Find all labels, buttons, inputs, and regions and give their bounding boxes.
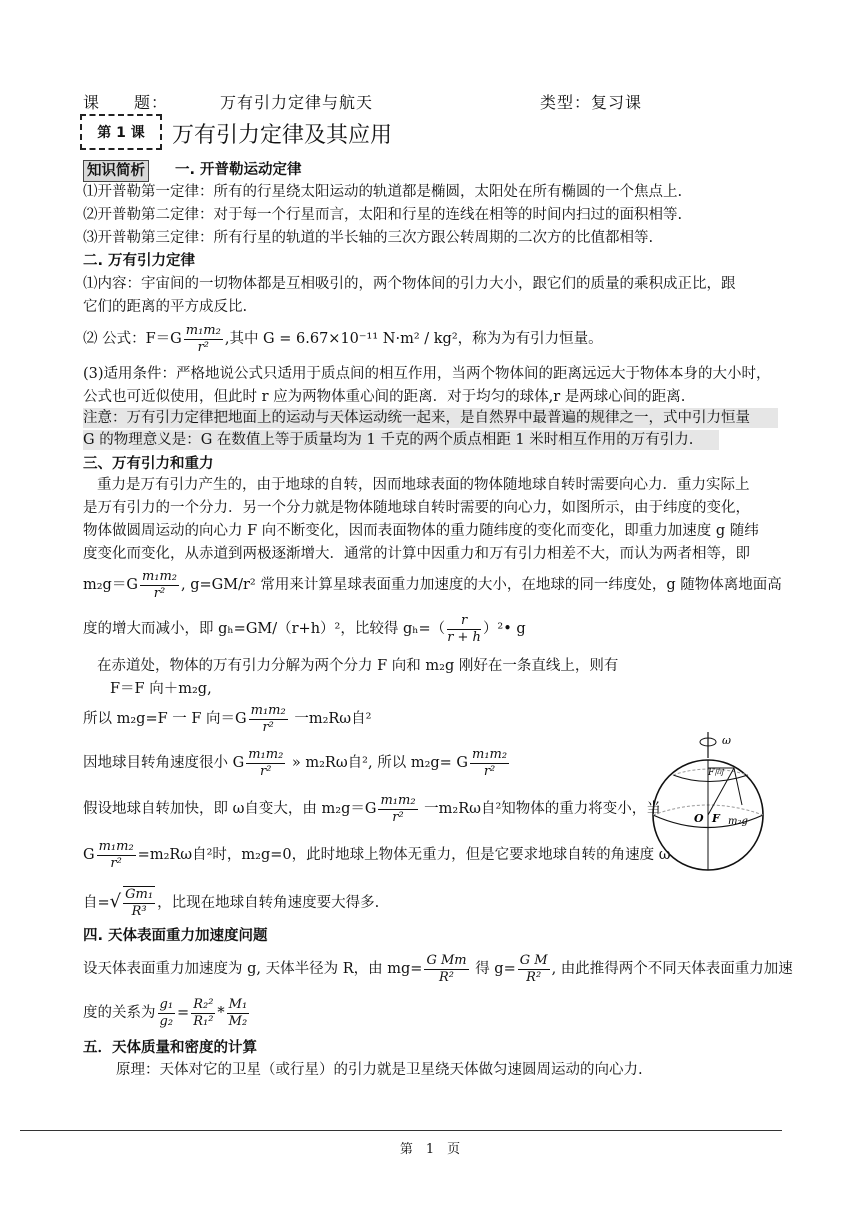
frac-num: m₁m₂ bbox=[141, 568, 178, 584]
s1-title: 一. 开普勒运动定律 bbox=[175, 162, 302, 178]
frac-den: r² bbox=[392, 809, 404, 825]
s2-formula-line bbox=[83, 322, 603, 356]
subject-label: 课 题： bbox=[83, 93, 169, 112]
s2-cond-a: (3)适用条件：严格地说公式只适用于质点间的相互作用，当两个物体间的距离远远大于物体本身的大小时， bbox=[83, 366, 771, 382]
s4-l1-pre: 设天体表面重力加速度为 g, 天体半径为 R，由 mg= bbox=[83, 961, 423, 977]
lesson-type: 类型：复习课 bbox=[540, 93, 643, 112]
frac-num: m₁m₂ bbox=[248, 746, 284, 762]
sqrt-icon: √ bbox=[109, 891, 122, 912]
figure-omega: ω bbox=[722, 734, 731, 747]
frac-num: m₁m₂ bbox=[185, 322, 221, 338]
frac-m1m2-r2 bbox=[470, 747, 509, 780]
frac-num: M₁ bbox=[228, 996, 248, 1012]
frac-den: M₂ bbox=[228, 1013, 248, 1029]
figure-o: O bbox=[694, 812, 704, 825]
s3-p7: 在赤道处，物体的万有引力分解为两个分力 F 向和 m₂g 刚好在一条直线上，则有 bbox=[97, 658, 619, 674]
frac-m1m2-r2 bbox=[97, 839, 136, 872]
figure-f-label: F向 bbox=[708, 768, 724, 778]
s3-p9 bbox=[83, 702, 371, 736]
s2-cond-b: 公式也可近似使用，但此时 r 应为两物体重心间的距离．对于均匀的球体,r 是两球心间的距离. bbox=[83, 389, 686, 405]
s2-content-a: ⑴内容：宇宙间的一切物体都是互相吸引的，两个物体间的引力大小，跟它们的质量的乘积成正比，跟 bbox=[83, 276, 736, 292]
frac-num: m₁m₂ bbox=[472, 746, 508, 762]
note-b: G 的物理意义是：G 在数值上等于质量均为 1 千克的两个质点相距 1 米时相互作用的万有引力. bbox=[83, 430, 719, 450]
note-a: 注意：万有引力定律把地面上的运动与天体运动统一起来，是自然界中最普遍的规律之一，式中引力恒量 bbox=[83, 408, 778, 428]
frac-den: r² bbox=[153, 585, 166, 601]
section-tag: 知识简析 bbox=[83, 160, 149, 182]
frac-num: g₁ bbox=[159, 996, 174, 1012]
frac-den: r² bbox=[483, 763, 496, 779]
figure-f: F bbox=[712, 812, 720, 825]
frac-num: G M bbox=[519, 952, 548, 968]
p5-pre: m₂g＝G bbox=[83, 577, 138, 593]
formula-pre: ⑵ 公式：F＝G bbox=[83, 331, 182, 347]
p13-pre: 自= bbox=[83, 895, 110, 911]
footer-rule bbox=[20, 1130, 782, 1131]
p9-pre: 所以 m₂g=F 一 F 向＝G bbox=[83, 711, 247, 727]
frac-r-rh bbox=[447, 613, 481, 646]
frac-num: Gm₁ bbox=[125, 887, 154, 902]
s2-title: 二. 万有引力定律 bbox=[83, 253, 196, 269]
lesson-tag: 第 1 课 bbox=[80, 114, 162, 150]
p5-post: , g=GM/r² 常用来计算星球表面重力加速度的大小，在地球的同一纬度处，g 随物体离地面高 bbox=[181, 577, 782, 593]
frac-num: m₁m₂ bbox=[380, 792, 416, 808]
s5-title: 五．天体质量和密度的计算 bbox=[83, 1040, 257, 1056]
s3-p11 bbox=[83, 792, 661, 826]
s3-p3: 物体做圆周运动的向心力 F 向不断变化，因而表面物体的重力随纬度的变化而变化，即重力加速度 g 随纬 bbox=[83, 523, 759, 539]
frac-den: R² bbox=[526, 969, 542, 985]
p11-pre: 假设地球自转加快，即 ω自变大，由 m₂g＝G bbox=[83, 801, 377, 817]
s3-p4: 度变化而变化，从赤道到两极逐渐增大．通常的计算中因重力和万有引力相差不大，而认为两者相等，即 bbox=[83, 546, 750, 562]
p6-pre: 度的增大而减小，即 gₕ=GM/（r+h）²，比较得 gₕ=（ bbox=[83, 621, 446, 637]
s5-principle: 原理：天体对它的卫星（或行星）的引力就是卫星绕天体做匀速圆周运动的向心力. bbox=[116, 1062, 643, 1078]
frac-r2-r1 bbox=[191, 997, 215, 1030]
s3-p13 bbox=[83, 884, 379, 921]
p12-post: =m₂Rω自²时，m₂g=0，此时地球上物体无重力，但是它要求地球自转的角速度 ω bbox=[137, 847, 671, 863]
kepler-1: ⑴开普勒第一定律：所有的行星绕太阳运动的轨道都是椭圆，太阳处在所有椭圆的一个焦点上. bbox=[83, 184, 683, 200]
frac-den: R² bbox=[439, 969, 455, 985]
frac-den: r² bbox=[110, 855, 122, 871]
frac-m1m2-r2 bbox=[378, 793, 417, 826]
page-number: 第 1 页 bbox=[399, 1142, 461, 1157]
frac-m1m2-r2 bbox=[184, 323, 223, 356]
frac-den: g₂ bbox=[159, 1013, 174, 1029]
frac-den: R³ bbox=[131, 904, 147, 919]
s3-title: 三、万有引力和重力 bbox=[83, 456, 214, 472]
formula-post: ,其中 G = 6.67×10⁻¹¹ N·m² / kg²，称为为有引力恒量。 bbox=[224, 331, 603, 347]
frac-num: m₁m₂ bbox=[98, 838, 134, 854]
kepler-3: ⑶开普勒第三定律：所有行星的轨道的半长轴的三次方跟公转周期的二次方的比值都相等. bbox=[83, 230, 654, 246]
frac-den: r² bbox=[260, 763, 272, 779]
frac-den: r² bbox=[197, 339, 210, 355]
p10-mid: » m₂Rω自², 所以 m₂g= G bbox=[287, 755, 468, 771]
p13-post: ，比现在地球自转角速度要大得多. bbox=[157, 895, 380, 911]
earth-figure bbox=[648, 730, 768, 875]
s4-title: 四. 天体表面重力加速度问题 bbox=[83, 928, 268, 944]
s3-p1: 重力是万有引力产生的，由于地球的自转，因而地球表面的物体随地球自转时需要向心力．重力实际上 bbox=[97, 477, 750, 493]
s4-l2: 度的关系为 $\frac{\text{g₁}}{\text{g₂}}$ = $\frac{\text{R₂²}}{\text{R₁²}}$ * $\frac{\text{M₁}}{\text{M₂}}$ bbox=[83, 996, 248, 1029]
s4-l2-pre: 度的关系为 bbox=[83, 1005, 156, 1021]
frac-gm-r2 bbox=[518, 953, 550, 986]
s3-p12 bbox=[83, 838, 671, 872]
s4-l1 bbox=[83, 952, 793, 986]
p6-post: ）²• g bbox=[482, 621, 526, 637]
s2-content-b: 它们的距离的平方成反比. bbox=[83, 299, 248, 315]
figure-m2g: m₂g bbox=[728, 816, 748, 827]
frac-num: m₁m₂ bbox=[250, 702, 286, 718]
s4-l1-post: , 由此推得两个不同天体表面重力加速 bbox=[551, 961, 793, 977]
frac-den: r² bbox=[262, 719, 274, 735]
p10-pre: 因地球目转角速度很小 G bbox=[83, 755, 245, 771]
frac-m1-m2 bbox=[227, 997, 250, 1030]
frac-den: R₁² bbox=[193, 1013, 214, 1029]
frac-den: r + h bbox=[447, 629, 481, 645]
subject-title: 万有引力定律与航天 bbox=[220, 93, 374, 112]
kepler-2: ⑵开普勒第二定律：对于每一个行星而言，太阳和行星的连线在相等的时间内扫过的面积相等. bbox=[83, 207, 683, 223]
p11-post: 一m₂Rω自²知物体的重力将变小，当 bbox=[419, 801, 661, 817]
p9-post: 一m₂Rω自² bbox=[289, 711, 372, 727]
s3-p6 bbox=[83, 612, 526, 646]
frac-gmm-r2 bbox=[424, 953, 468, 986]
lesson-title: 万有引力定律及其应用 bbox=[172, 123, 393, 148]
s3-p10 bbox=[83, 746, 511, 780]
frac-num: r bbox=[447, 613, 481, 630]
s3-p8: F＝F 向＋m₂g, bbox=[110, 681, 212, 697]
frac-gm1-r3 bbox=[123, 886, 155, 920]
frac-num: R₂² bbox=[193, 996, 214, 1012]
s4-l1-mid: 得 g= bbox=[470, 961, 516, 977]
s3-p5 bbox=[83, 568, 782, 602]
p12-pre: G bbox=[83, 847, 95, 863]
frac-num: G Mm bbox=[426, 952, 467, 968]
frac-m1m2-r2 bbox=[140, 569, 179, 602]
frac-m1m2-r2 bbox=[246, 747, 285, 780]
frac-g1-g2 bbox=[158, 997, 176, 1030]
frac-m1m2-r2 bbox=[249, 703, 288, 736]
s3-p2: 是万有引力的一个分力．另一个分力就是物体随地球自转时需要的向心力，如图所示，由于纬度的变化， bbox=[83, 500, 750, 516]
